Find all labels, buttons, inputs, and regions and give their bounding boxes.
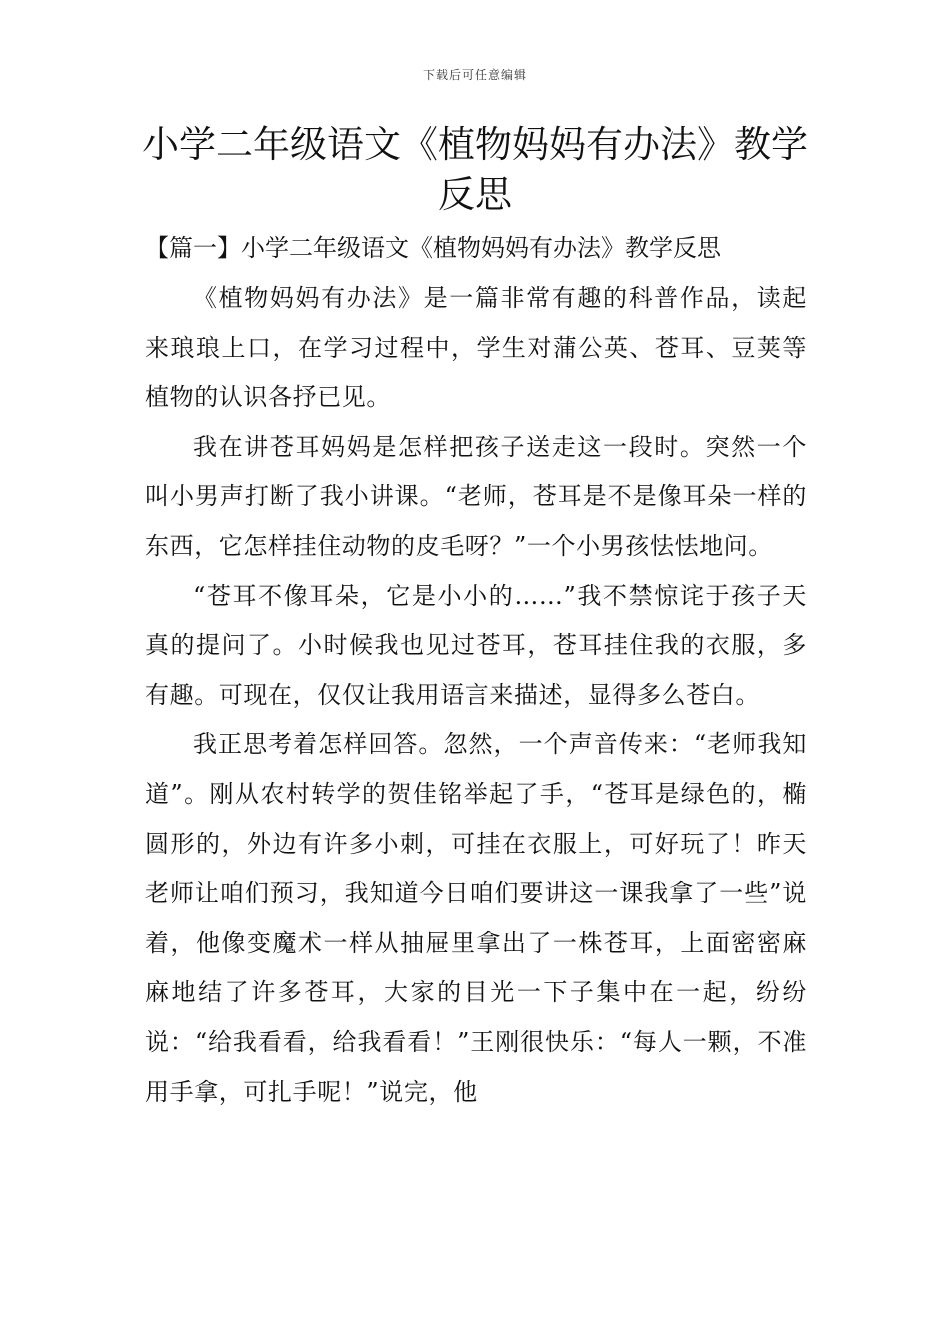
paragraph: 《植物妈妈有办法》是一篇非常有趣的科普作品，读起来琅琅上口，在学习过程中，学生对蒲公英、苍耳、豆荚等植物的认识各抒已见。 (145, 284, 807, 412)
document-title: 小学二年级语文《植物妈妈有办法》教学反思 (142, 123, 808, 216)
paragraph: 我在讲苍耳妈妈是怎样把孩子送走这一段时。突然一个叫小男声打断了我小讲课。“老师，苍耳是不是像耳朵一样的东西，它怎样挂住动物的皮毛呀？”一个小男孩怯怯地问。 (145, 432, 807, 560)
paragraph: 我正思考着怎样回答。忽然，一个声音传来：“老师我知道”。刚从农村转学的贺佳铭举起了手，“苍耳是绿色的，椭圆形的，外边有许多小刺，可挂在衣服上，可好玩了！昨天老师让咱们预习，我知道今日咱们要讲这一课我拿了一些”说着，他像变魔术一样从抽屉里拿出了一株苍耳，上面密密麻麻地结了许多苍耳，大家的目光一下子集中在一起，纷纷说：“给我看看，给我看看！”王刚很快乐：“每人一颗，不准用手拿，可扎手呢！”说完，他 (145, 730, 807, 1106)
section-heading: 【篇一】小学二年级语文《植物妈妈有办法》教学反思 (145, 234, 721, 262)
header-note: 下载后可任意编辑 (422, 68, 527, 82)
paragraph: “苍耳不像耳朵，它是小小的……”我不禁惊诧于孩子天真的提问了。小时候我也见过苍耳，苍耳挂住我的衣服，多有趣。可现在，仅仅让我用语言来描述，显得多么苍白。 (145, 581, 807, 709)
document-body (145, 274, 807, 1117)
